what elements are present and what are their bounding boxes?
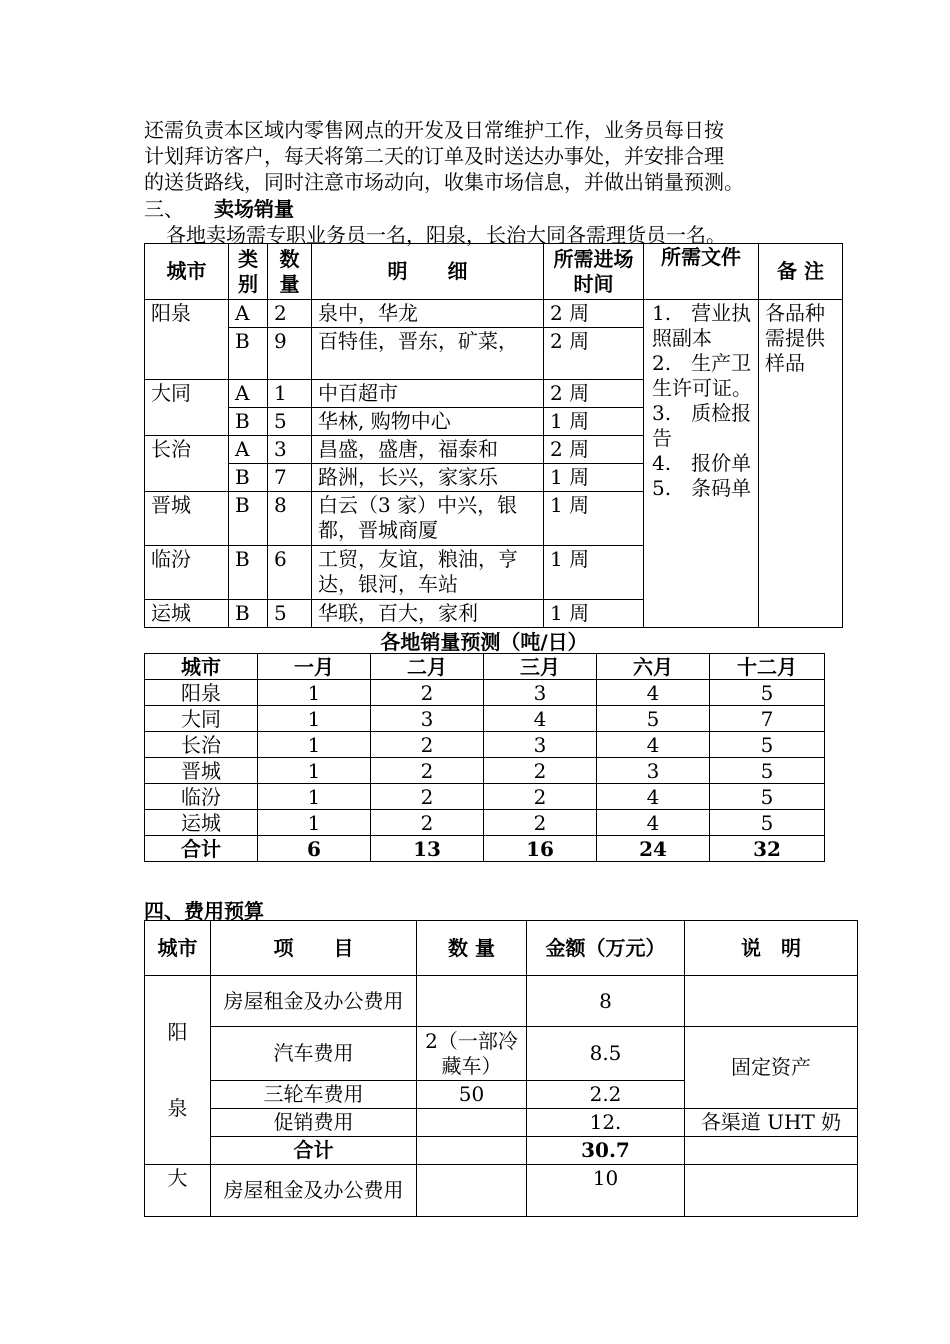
forecast-total-cell: 32 xyxy=(710,836,825,862)
forecast-cell: 运城 xyxy=(145,810,258,836)
document-item: 5. 条码单 xyxy=(652,476,752,500)
table-row xyxy=(145,300,843,328)
intro-line: 的送货路线，同时注意市场动向，收集市场信息，并做出销量预测。 xyxy=(144,170,744,194)
header-detail: 明 细 xyxy=(312,244,544,300)
budget-item-cell: 促销费用 xyxy=(211,1109,417,1137)
forecast-total-cell: 24 xyxy=(597,836,710,862)
time-cell: 2 周 xyxy=(544,380,644,408)
budget-quantity-cell: 2（一部冷藏车） xyxy=(417,1027,527,1081)
intro-line: 计划拜访客户，每天将第二天的订单及时送达办事处，并安排合理 xyxy=(144,144,724,168)
intro-line: 还需负责本区域内零售网点的开发及日常维护工作，业务员每日按 xyxy=(144,118,724,142)
count-cell: 9 xyxy=(268,328,312,380)
forecast-cell: 2 xyxy=(484,758,597,784)
forecast-cell: 1 xyxy=(258,758,371,784)
category-cell: A xyxy=(229,436,268,464)
table-row xyxy=(145,810,825,836)
budget-table xyxy=(144,920,858,1217)
budget-total-row xyxy=(145,1137,858,1165)
table-row xyxy=(145,706,825,732)
header-documents: 所需文件 xyxy=(644,244,759,300)
category-cell: B xyxy=(229,464,268,492)
table-row xyxy=(145,1109,858,1137)
time-cell: 1 周 xyxy=(544,492,644,546)
forecast-cell: 临汾 xyxy=(145,784,258,810)
section-4-heading: 四、费用预算 xyxy=(144,899,264,923)
forecast-cell: 3 xyxy=(484,680,597,706)
detail-cell: 华联，百大，家利 xyxy=(312,600,544,628)
budget-header-row xyxy=(145,921,858,976)
detail-cell: 中百超市 xyxy=(312,380,544,408)
header-remark: 备 注 xyxy=(759,244,843,300)
detail-cell: 华林, 购物中心 xyxy=(312,408,544,436)
forecast-cell: 2 xyxy=(371,680,484,706)
detail-cell: 路洲，长兴，家家乐 xyxy=(312,464,544,492)
city-cell: 运城 xyxy=(145,600,229,628)
forecast-header-cell: 城市 xyxy=(145,654,258,680)
forecast-cell: 2 xyxy=(484,784,597,810)
time-cell: 1 周 xyxy=(544,546,644,600)
forecast-cell: 2 xyxy=(371,758,484,784)
city-cell: 大同 xyxy=(145,380,229,436)
forecast-cell: 3 xyxy=(597,758,710,784)
city-cell: 晋城 xyxy=(145,492,229,546)
table-row xyxy=(145,680,825,706)
forecast-total-cell: 6 xyxy=(258,836,371,862)
forecast-cell: 1 xyxy=(258,810,371,836)
forecast-cell: 5 xyxy=(710,680,825,706)
detail-cell: 白云（3 家）中兴，银都，晋城商厦 xyxy=(312,492,544,546)
forecast-total-row xyxy=(145,836,825,862)
budget-note-cell xyxy=(685,976,858,1027)
budget-quantity-cell xyxy=(417,976,527,1027)
table-row xyxy=(145,758,825,784)
forecast-cell: 1 xyxy=(258,732,371,758)
section-3-number: 三、 xyxy=(144,197,184,221)
forecast-header-row xyxy=(145,654,825,680)
forecast-header-cell: 十二月 xyxy=(710,654,825,680)
forecast-cell: 1 xyxy=(258,680,371,706)
forecast-header-cell: 二月 xyxy=(371,654,484,680)
time-cell: 1 周 xyxy=(544,408,644,436)
count-cell: 2 xyxy=(268,300,312,328)
budget-note-cell: 各渠道 UHT 奶 xyxy=(685,1109,858,1137)
count-cell: 5 xyxy=(268,600,312,628)
city-cell: 长治 xyxy=(145,436,229,492)
budget-item-cell: 汽车费用 xyxy=(211,1027,417,1081)
budget-header-amount: 金额（万元） xyxy=(527,921,685,976)
detail-cell: 百特佳，晋东，矿菜， xyxy=(312,328,544,380)
forecast-cell: 阳泉 xyxy=(145,680,258,706)
time-cell: 2 周 xyxy=(544,300,644,328)
forecast-header-cell: 三月 xyxy=(484,654,597,680)
time-cell: 1 周 xyxy=(544,600,644,628)
category-cell: B xyxy=(229,546,268,600)
header-city: 城市 xyxy=(145,244,229,300)
forecast-header-cell: 六月 xyxy=(597,654,710,680)
category-cell: A xyxy=(229,300,268,328)
table-row xyxy=(145,1027,858,1081)
category-cell: B xyxy=(229,600,268,628)
forecast-cell: 4 xyxy=(597,732,710,758)
store-table xyxy=(144,243,843,628)
forecast-total-cell: 16 xyxy=(484,836,597,862)
budget-quantity-cell xyxy=(417,1109,527,1137)
forecast-cell: 4 xyxy=(484,706,597,732)
table-row xyxy=(145,732,825,758)
intro-paragraph xyxy=(144,117,824,195)
forecast-cell: 4 xyxy=(597,810,710,836)
section-3-heading xyxy=(144,193,294,222)
category-cell: B xyxy=(229,408,268,436)
city-cell: 临汾 xyxy=(145,546,229,600)
count-cell: 6 xyxy=(268,546,312,600)
count-cell: 8 xyxy=(268,492,312,546)
budget-amount-cell: 2.2 xyxy=(527,1081,685,1109)
forecast-header-cell: 一月 xyxy=(258,654,371,680)
forecast-table xyxy=(144,653,825,862)
remark-cell: 各品种需提供样品 xyxy=(759,300,843,628)
category-cell: B xyxy=(229,328,268,380)
budget-header-item: 项 目 xyxy=(211,921,417,976)
forecast-cell: 4 xyxy=(597,784,710,810)
budget-city-bottom: 泉 xyxy=(167,1096,188,1120)
documents-list xyxy=(652,301,754,501)
budget-total-label: 合计 xyxy=(211,1137,417,1165)
budget-item-cell: 房屋租金及办公费用 xyxy=(211,1165,417,1217)
budget-header-note: 说 明 xyxy=(685,921,858,976)
budget-note-cell xyxy=(685,1137,858,1165)
section-3-title: 卖场销量 xyxy=(214,197,294,221)
budget-header-city: 城市 xyxy=(145,921,211,976)
forecast-cell: 2 xyxy=(484,810,597,836)
forecast-cell: 长治 xyxy=(145,732,258,758)
document-item: 3. 质检报告 xyxy=(652,401,752,450)
budget-amount-cell: 8.5 xyxy=(527,1027,685,1081)
header-category: 类别 xyxy=(229,244,268,300)
forecast-total-cell: 13 xyxy=(371,836,484,862)
budget-total-amount: 30.7 xyxy=(527,1137,685,1165)
budget-fixed-asset-cell: 固定资产 xyxy=(685,1027,858,1109)
forecast-cell: 5 xyxy=(710,784,825,810)
time-cell: 1 周 xyxy=(544,464,644,492)
forecast-cell: 2 xyxy=(371,810,484,836)
forecast-cell: 4 xyxy=(597,680,710,706)
budget-item-cell: 三轮车费用 xyxy=(211,1081,417,1109)
forecast-cell: 5 xyxy=(710,810,825,836)
forecast-caption: 各地销量预测（吨/日） xyxy=(380,630,588,654)
forecast-cell: 3 xyxy=(371,706,484,732)
budget-item-cell: 房屋租金及办公费用 xyxy=(211,976,417,1027)
header-count: 数量 xyxy=(268,244,312,300)
budget-amount-cell: 10 xyxy=(527,1165,685,1217)
budget-city-top: 阳 xyxy=(167,1020,188,1044)
table-row xyxy=(145,976,858,1027)
table-row xyxy=(145,1165,858,1217)
budget-quantity-cell xyxy=(417,1137,527,1165)
forecast-cell: 5 xyxy=(597,706,710,732)
time-cell: 2 周 xyxy=(544,436,644,464)
document-item: 4. 报价单 xyxy=(652,451,752,475)
count-cell: 7 xyxy=(268,464,312,492)
store-table-header xyxy=(145,244,843,300)
budget-amount-cell: 12. xyxy=(527,1109,685,1137)
forecast-cell: 3 xyxy=(484,732,597,758)
city-cell: 阳泉 xyxy=(145,300,229,380)
detail-cell: 昌盛，盛唐，福泰和 xyxy=(312,436,544,464)
count-cell: 5 xyxy=(268,408,312,436)
budget-header-quantity: 数 量 xyxy=(417,921,527,976)
header-entry-time: 所需进场时间 xyxy=(544,244,644,300)
document-item: 1. 营业执照副本 xyxy=(652,301,752,350)
count-cell: 3 xyxy=(268,436,312,464)
detail-cell: 泉中，华龙 xyxy=(312,300,544,328)
budget-quantity-cell xyxy=(417,1165,527,1217)
detail-cell: 工贸，友谊，粮油，亨达，银河，车站 xyxy=(312,546,544,600)
forecast-cell: 2 xyxy=(371,732,484,758)
budget-city-cell xyxy=(145,976,211,1165)
section-3-note: 各地卖场需专职业务员一名，阳泉，长治大同各需理货员一名。 xyxy=(166,223,726,247)
forecast-cell: 5 xyxy=(710,732,825,758)
forecast-cell: 2 xyxy=(371,784,484,810)
count-cell: 1 xyxy=(268,380,312,408)
forecast-cell: 1 xyxy=(258,706,371,732)
category-cell: A xyxy=(229,380,268,408)
budget-note-cell xyxy=(685,1165,858,1217)
budget-city-cell: 大 xyxy=(145,1165,211,1217)
forecast-cell: 7 xyxy=(710,706,825,732)
forecast-cell: 大同 xyxy=(145,706,258,732)
category-cell: B xyxy=(229,492,268,546)
table-row xyxy=(145,784,825,810)
forecast-cell: 5 xyxy=(710,758,825,784)
budget-amount-cell: 8 xyxy=(527,976,685,1027)
forecast-cell: 1 xyxy=(258,784,371,810)
documents-cell xyxy=(644,300,759,628)
budget-quantity-cell: 50 xyxy=(417,1081,527,1109)
document-item: 2. 生产卫生许可证。 xyxy=(652,351,752,400)
forecast-cell: 晋城 xyxy=(145,758,258,784)
forecast-total-cell: 合计 xyxy=(145,836,258,862)
time-cell: 2 周 xyxy=(544,328,644,380)
